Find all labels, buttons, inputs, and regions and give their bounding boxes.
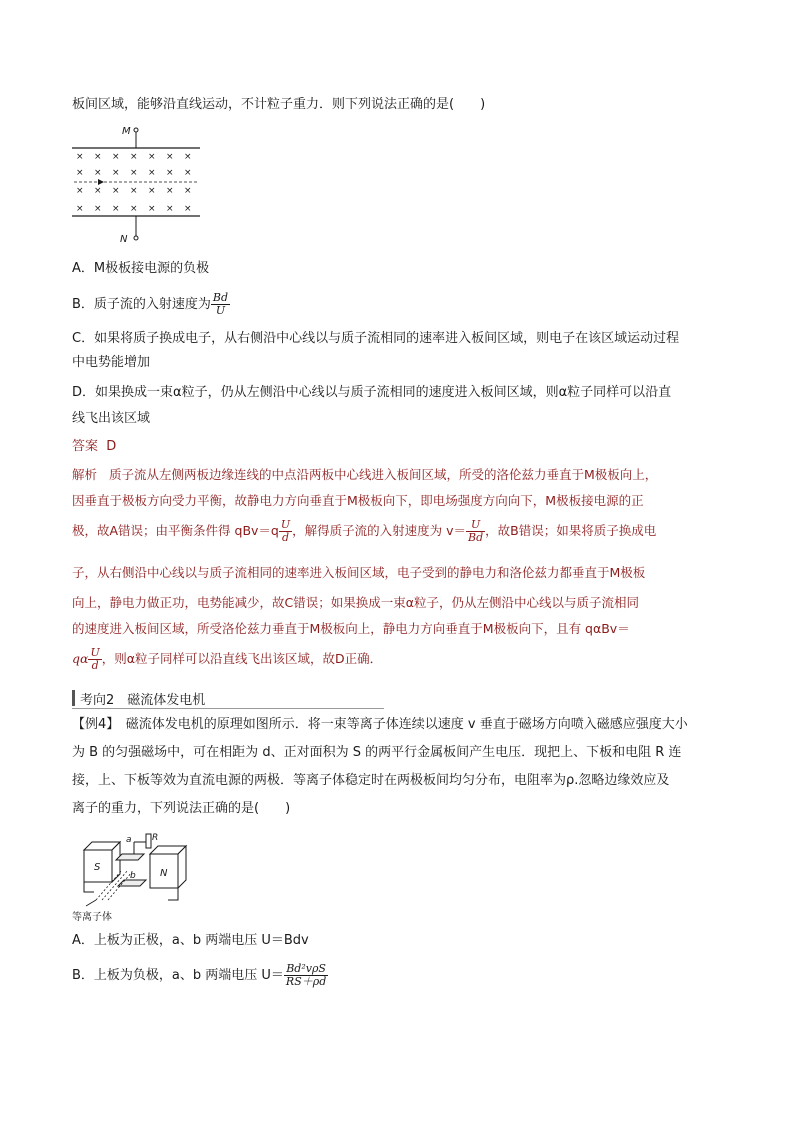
analysis-line-1: 解析 质子流从左侧两板边缘连线的中点沿两板中心线进入板间区域，所受的洛伦兹力垂直于M极板向上，: [72, 467, 658, 482]
field-cross: ×: [166, 152, 174, 162]
option-b: B．质子流的入射速度为 $\frac{Bd}{U}$: [72, 291, 229, 317]
analysis-line-3: 极，故A错误；由平衡条件得 qBv＝q $\frac{U}{d}$ ，解得质子流的入射速度为 v＝ $\frac{U}{Bd}$ ，故B错误；如果将质子换成电: [72, 518, 657, 544]
field-cross: ×: [76, 204, 84, 214]
field-cross: ×: [112, 204, 120, 214]
figure-mhd-generator: [72, 828, 202, 924]
analysis-line-6: 的速度进入板间区域，所受洛伦兹力垂直于M极板向上，静电力方向垂直于M极板向下，且有 qαBv＝: [72, 621, 630, 636]
option-d-line2: 线飞出该区域: [72, 411, 151, 426]
field-cross: ×: [166, 204, 174, 214]
option-a: A．M极板接电源的负极: [72, 261, 210, 276]
field-cross: ×: [112, 168, 120, 178]
field-cross: ×: [94, 186, 102, 196]
label-r: R: [152, 833, 159, 843]
field-cross: ×: [76, 186, 84, 196]
label-n: N: [120, 234, 128, 245]
field-cross: ×: [130, 186, 138, 196]
label-n2: N: [160, 868, 168, 879]
field-cross: ×: [94, 152, 102, 162]
field-cross: ×: [184, 152, 192, 162]
field-cross: ×: [130, 152, 138, 162]
fraction-voltage: $\frac{\text{Bd²vρS}}{RS+\rho d}$: [285, 962, 327, 988]
figure-parallel-plates: [72, 118, 212, 248]
field-cross: ×: [148, 186, 156, 196]
section-header: [72, 688, 384, 709]
section-marker: [72, 690, 75, 706]
field-cross: ×: [112, 152, 120, 162]
field-cross: ×: [76, 168, 84, 178]
field-cross: ×: [130, 204, 138, 214]
example4-option-a: A．上板为正极，a、b 两端电压 U＝Bdv: [72, 933, 309, 948]
field-cross: ×: [130, 168, 138, 178]
question-stem-end: 板间区域，能够沿直线运动，不计粒子重力．则下列说法正确的是( ): [72, 97, 486, 112]
section-title: 考向2 磁流体发电机: [80, 693, 206, 708]
field-cross: ×: [148, 204, 156, 214]
label-b: b: [130, 871, 136, 881]
field-cross: ×: [94, 168, 102, 178]
field-cross: ×: [166, 186, 174, 196]
analysis-line-2: 因垂直于极板方向受力平衡，故静电力方向垂直于M极板向下，即电场强度方向向下，M极板接电源的正: [72, 493, 644, 508]
analysis-label: 解析: [72, 467, 98, 482]
field-cross: ×: [184, 204, 192, 214]
example4-line-2: 为 B 的匀强磁场中，可在相距为 d、正对面积为 S 的两平行金属板间产生电压．现把上、下板和电阻 R 连: [72, 745, 682, 760]
label-s: S: [94, 862, 101, 873]
option-c-line2: 中电势能增加: [72, 355, 151, 370]
option-d-line1: D．如果换成一束α粒子，仍从左侧沿中心线以与质子流相同的速度进入板间区域，则α粒子同样可以沿直: [72, 385, 672, 400]
field-cross: ×: [166, 168, 174, 178]
fraction-bd-over-u: $\frac{Bd}{U}$: [212, 291, 229, 317]
example4-line-4: 离子的重力，下列说法正确的是( ): [72, 801, 291, 816]
example4-line-1: 【例4】 磁流体发电机的原理如图所示．将一束等离子体连续以速度 v 垂直于磁场方向喷入磁感应强度大小: [72, 717, 688, 732]
answer-value: D: [106, 439, 117, 454]
example4-line-3: 接，上、下板等效为直流电源的两极．等离子体稳定时在两极板间均匀分布，电阻率为ρ.忽略边缘效应及: [72, 773, 670, 788]
field-cross: ×: [76, 152, 84, 162]
field-cross: ×: [148, 152, 156, 162]
answer: [72, 438, 116, 456]
option-c-line1: C．如果将质子换成电子，从右侧沿中心线以与质子流相同的速率进入板间区域，则电子在该区域运动过程: [72, 331, 680, 346]
field-cross: ×: [184, 186, 192, 196]
answer-label: 答案: [72, 439, 99, 454]
analysis-line-5: 向上，静电力做正功，电势能减少，故C错误；如果换成一束α粒子，仍从左侧沿中心线以与质子流相同: [72, 595, 639, 610]
label-m: M: [122, 126, 131, 137]
field-cross: ×: [148, 168, 156, 178]
analysis-line-7: qα $\frac{U}{d}$ ，则α粒子同样可以沿直线飞出该区域，故D正确．: [72, 646, 383, 672]
figure2-caption: 等离子体: [72, 912, 112, 923]
field-cross: ×: [94, 204, 102, 214]
example4-option-b: B．上板为负极，a、b 两端电压 U＝ $\frac{\text{Bd²vρS}}{RS+\rho d}$: [72, 962, 327, 988]
field-cross: ×: [112, 186, 120, 196]
analysis-line-4: 子，从右侧沿中心线以与质子流相同的速率进入板间区域，电子受到的静电力和洛伦兹力都垂直于M极板: [72, 565, 646, 580]
label-a: a: [126, 835, 132, 845]
field-cross: ×: [184, 168, 192, 178]
